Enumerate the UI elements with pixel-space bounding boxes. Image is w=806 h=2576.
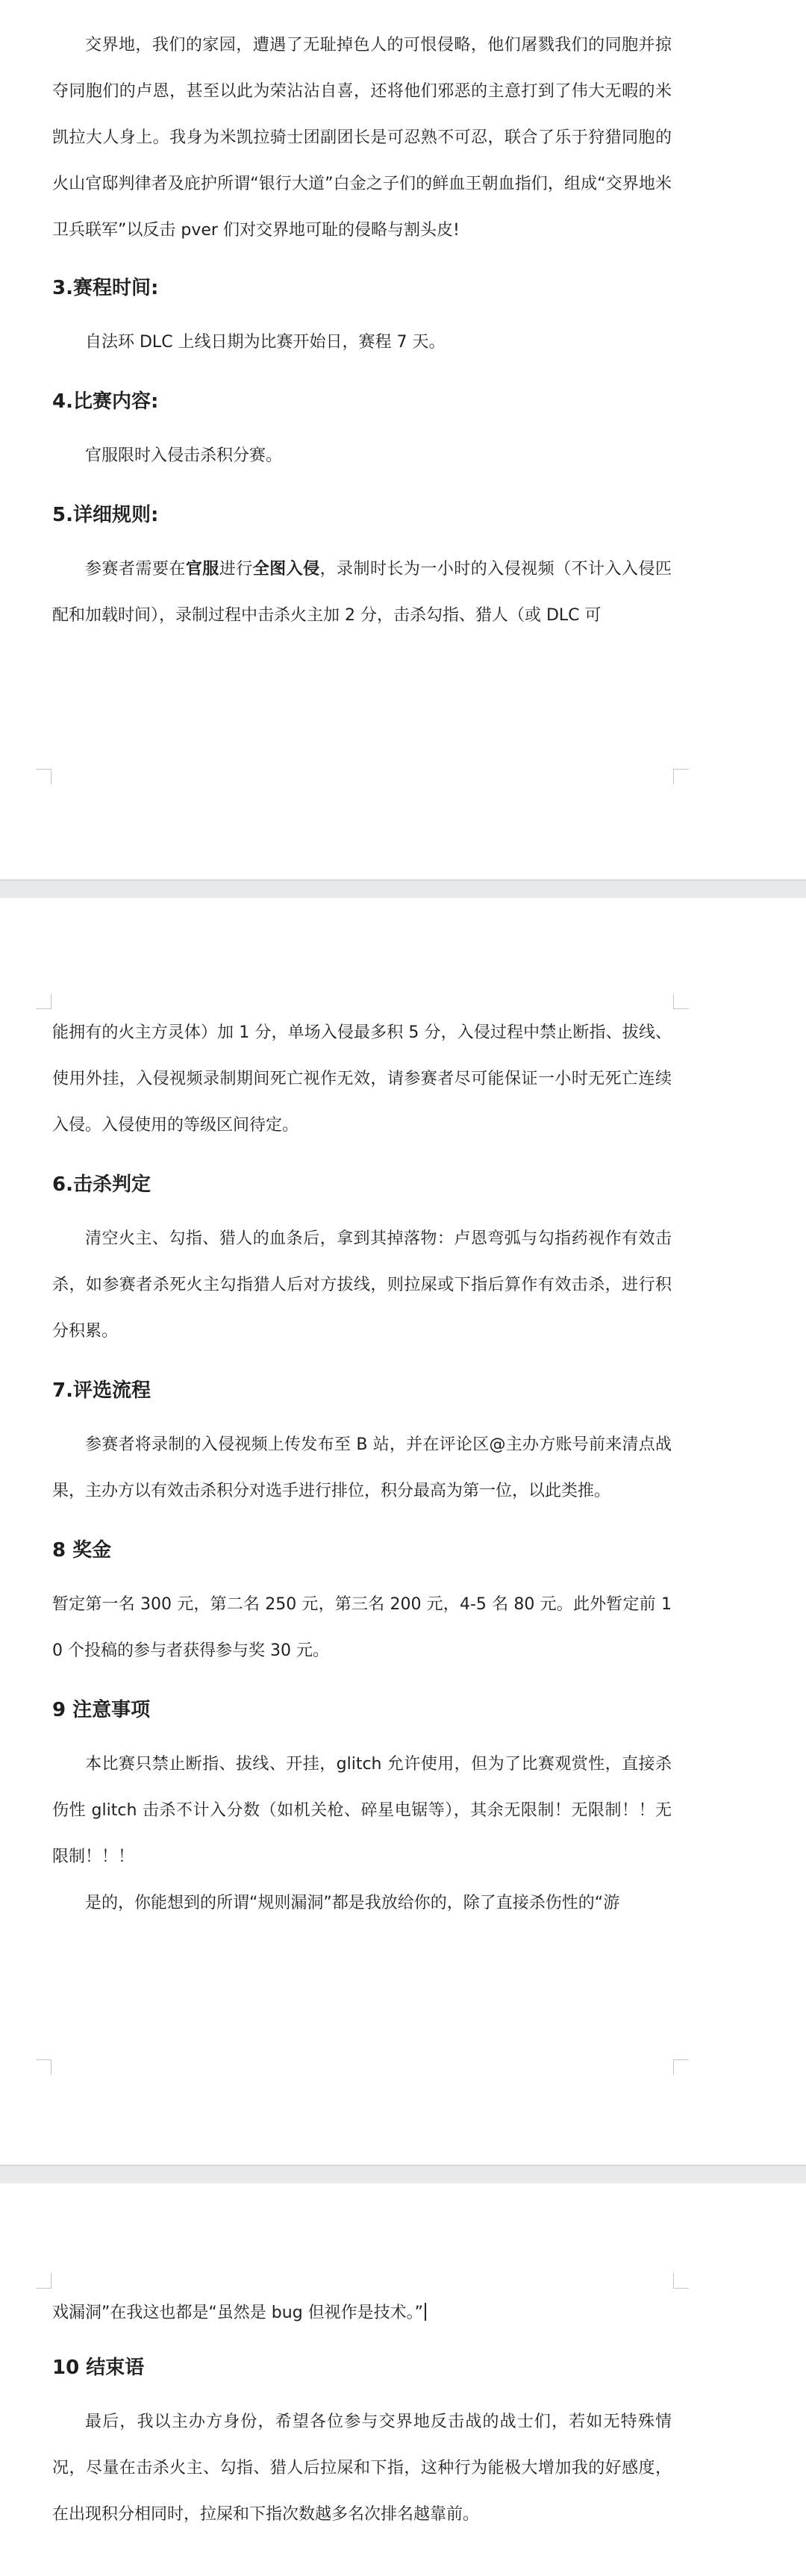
text-cursor <box>425 2303 426 2321</box>
page-2-content <box>52 1010 672 1927</box>
section-7-heading: 7.评选流程 <box>52 1379 151 1402</box>
section-5-text-e: ，录制时长为一小时的入侵视频（不计入入侵匹配和加载时间），录制过程中击杀火主加 2 分，击杀勾指、猎人（或 DLC 可 <box>52 560 672 625</box>
page-1-content <box>52 22 672 639</box>
margin-corner-bottom-right <box>673 769 689 785</box>
section-5-text-continued: 能拥有的火主方灵体）加 1 分，单场入侵最多积 5 分，入侵过程中禁止断指、拔线、使用外挂，入侵视频录制期间死亡视作无效，请参赛者尽可能保证一小时无死亡连续入侵。入侵使用的等级区间待定。 <box>52 1023 672 1135</box>
page-3-content <box>52 2290 672 2538</box>
section-3-text: 自法环 DLC 上线日期为比赛开始日，赛程 7 天。 <box>85 333 446 352</box>
page-gap-divider <box>0 2165 806 2166</box>
section-6-text: 清空火主、勾指、猎人的血条后，拿到其掉落物：卢恩弯弧与勾指药视作有效击杀，如参赛者杀死火主勾指猎人后对方拔线，则拉屎或下指后算作有效击杀，进行积分积累。 <box>52 1229 672 1341</box>
intro-paragraph: 交界地，我们的家园，遭遇了无耻掉色人的可恨侵略，他们屠戮我们的同胞并掠夺同胞们的卢恩，甚至以此为荣沾沾自喜，还将他们邪恶的主意打到了伟大无暇的米凯拉大人身上。我身为米凯拉骑士团副团长是可忍熟不可忍，联合了乐于狩猎同胞的火山官邸判律者及庇护所谓“银行大道”白金之子们的鲜血王朝血指们，组成“交界地米卫兵联军”以反击 pver 们对交界地可耻的侵略与割头皮! <box>52 36 672 240</box>
section-10-text: 最后，我以主办方身份，希望各位参与交界地反击战的战士们，若如无特殊情况，尽量在击杀火主、勾指、猎人后拉屎和下指，这种行为能极大增加我的好感度，在出现积分相同时，拉屎和下指次数越多名次排名越靠前。 <box>52 2413 672 2524</box>
section-5-heading: 5.详细规则: <box>52 504 159 526</box>
section-7-text: 参赛者将录制的入侵视频上传发布至 B 站，并在评论区@主办方账号前来清点战果，主办方以有效击杀积分对选手进行排位，积分最高为第一位，以此类推。 <box>52 1435 672 1500</box>
section-4-heading: 4.比赛内容: <box>52 390 159 413</box>
margin-corner-bottom-right <box>673 2059 689 2075</box>
margin-corner-top-right <box>673 2273 689 2289</box>
section-6-heading: 6.击杀判定 <box>52 1173 151 1196</box>
section-8-text: 暂定第一名 300 元，第二名 250 元，第三名 200 元，4-5 名 80 元。此外暂定前 10 个投稿的参与者获得参与奖 30 元。 <box>52 1595 672 1660</box>
section-9-text-b: 是的，你能想到的所谓“规则漏洞”都是我放给你的，除了直接杀伤性的“游 <box>85 1894 620 1912</box>
section-9-text-b-continued-text: 戏漏洞”在我这也都是“虽然是 bug 但视作是技术。” <box>52 2304 424 2322</box>
section-9-text-b-continued <box>52 2290 672 2336</box>
margin-corner-top-right <box>673 994 689 1009</box>
section-8-heading: 8 奖金 <box>52 1539 112 1562</box>
document-page-2 <box>0 898 806 2165</box>
margin-corner-bottom-left <box>36 769 51 785</box>
section-4-text: 官服限时入侵击杀积分赛。 <box>85 446 283 465</box>
section-3-heading: 3.赛程时间: <box>52 277 159 299</box>
margin-corner-top-left <box>36 994 51 1009</box>
document-page-1 <box>0 0 806 879</box>
page-gap-divider <box>0 879 806 881</box>
section-9-text: 本比赛只禁止断指、拔线、开挂，glitch 允许使用，但为了比赛观赏性，直接杀伤性 glitch 击杀不计入分数（如机关枪、碎星电锯等），其余无限制！无限制！！无限制！！！ <box>52 1755 672 1866</box>
margin-corner-bottom-left <box>36 2059 51 2075</box>
section-5-bold-full-map: 全图入侵 <box>252 560 320 578</box>
section-9-heading: 9 注意事项 <box>52 1699 151 1721</box>
margin-corner-top-left <box>36 2273 51 2289</box>
section-5-text-a: 参赛者需要在 <box>85 560 186 578</box>
section-10-heading: 10 结束语 <box>52 2357 145 2379</box>
section-5-text <box>52 546 672 639</box>
section-5-text-c: 进行 <box>219 560 253 578</box>
section-5-bold-official: 官服 <box>185 560 219 578</box>
document-page-3 <box>0 2183 806 2576</box>
